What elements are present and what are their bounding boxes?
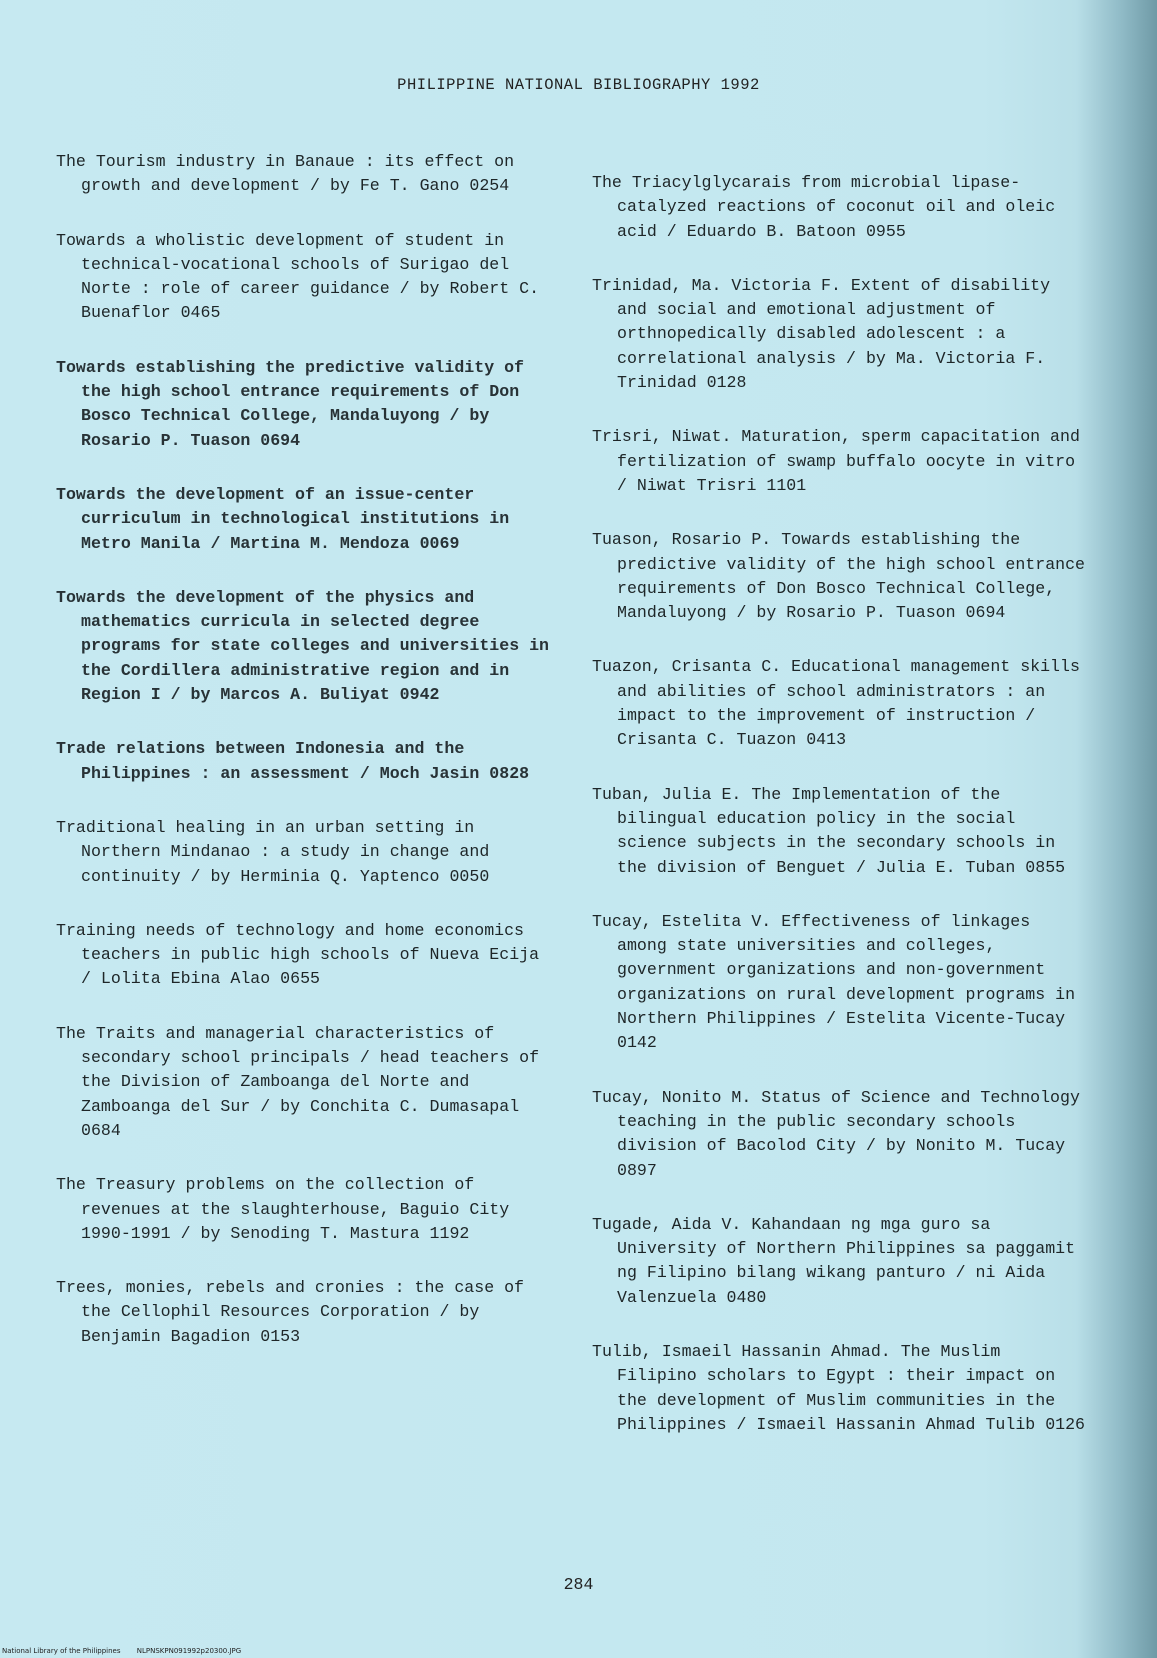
page-header: PHILIPPINE NATIONAL BIBLIOGRAPHY 1992	[397, 76, 760, 94]
bibliography-entry: Trinidad, Ma. Victoria F. Extent of disability and social and emotional adjustment of orthnopedically disabled adolescent : a correlational analysis / by Ma. Victoria F. Trinidad 0128	[592, 275, 1051, 393]
bibliography-entry: The Tourism industry in Banaue : its effect on growth and development / by Fe T. Gano 0254	[56, 152, 515, 196]
bibliography-entry: Towards a wholistic development of student in technical-vocational schools of Surigao del Norte : role of career guidance / by Robert C. Buenaflor 0465	[56, 230, 540, 323]
bibliography-entry: Towards the development of the physics and mathematics curricula in selected degree programs for state colleges and universities in the Cordillera administrative region and in Region I / by Marcos A. Buliyat 0942	[56, 587, 550, 705]
bibliography-entry: Tuason, Rosario P. Towards establishing the predictive validity of the high school entrance requirements of Don Bosco Technical College, Mandaluyong / by Rosario P. Tuason 0694	[592, 530, 1086, 623]
bibliography-entry: Training needs of technology and home economics teachers in public high schools of Nueva Ecija / Lolita Ebina Alao 0655	[56, 920, 540, 989]
bibliography-entry: Trees, monies, rebels and cronies : the case of the Cellophil Resources Corporation / by Benjamin Bagadion 0153	[56, 1278, 525, 1346]
scan-footer	[2, 1647, 241, 1655]
bibliography-entry: Towards the development of an issue-center curriculum in technological institutions in Metro Manila / Martina M. Mendoza 0069	[56, 484, 510, 553]
bibliography-entry: Towards establishing the predictive validity of the high school entrance requirements of Don Bosco Technical College, Mandaluyong / by Rosario P. Tuason 0694	[56, 357, 525, 450]
bibliography-entry: The Traits and managerial characteristics of secondary school principals / head teachers of the Division of Zamboanga del Norte and Zamboanga del Sur / by Conchita C. Dumasapal 0684	[56, 1023, 540, 1140]
file-id: NLPNSKPN091992p20300.JPG	[136, 1647, 242, 1655]
bibliography-entry: Tucay, Estelita V. Effectiveness of linkages among state universities and colleges, government organizations and non-government organizations on rural development programs in Northern Philippines / Estelita Vicente-Tucay 0142	[592, 911, 1076, 1053]
bibliography-entry: Tulib, Ismaeil Hassanin Ahmad. The Muslim Filipino scholars to Egypt : their impact on the development of Muslim communities in the Philippines / Ismaeil Hassanin Ahmad Tulib 0126	[592, 1341, 1086, 1434]
bibliography-entry: Tucay, Nonito M. Status of Science and Technology teaching in the public secondary schools division of Bacolod City / by Nonito M. Tucay 0897	[592, 1087, 1080, 1180]
library-credit: National Library of the Philippines	[2, 1647, 121, 1655]
bibliography-entry: Tuban, Julia E. The Implementation of the bilingual education policy in the social science subjects in the secondary schools in the division of Benguet / Julia E. Tuban 0855	[592, 784, 1066, 877]
bibliography-entry: Trisri, Niwat. Maturation, sperm capacitation and fertilization of swamp buffalo oocyte in vitro / Niwat Trisri 1101	[592, 427, 1080, 495]
bibliography-entry: The Treasury problems on the collection of revenues at the slaughterhouse, Baguio City 1990-1991 / by Senoding T. Mastura 1192	[56, 1175, 510, 1243]
bibliography-entry: Trade relations between Indonesia and the Philippines : an assessment / Moch Jasin 0828	[56, 739, 530, 783]
bibliography-entry: Tuazon, Crisanta C. Educational management skills and abilities of school administrators : an impact to the improvement of instruction / Crisanta C. Tuazon 0413	[592, 657, 1080, 750]
bibliography-entry: Tugade, Aida V. Kahandaan ng mga guro sa University of Northern Philippines sa paggamit ng Filipino bilang wikang panturo / ni Aida Valenzuela 0480	[592, 1214, 1076, 1307]
bibliography-entry: The Triacylglycarais from microbial lipase-catalyzed reactions of coconut oil and oleic acid / Eduardo B. Batoon 0955	[592, 173, 1056, 241]
bibliography-entry: Traditional healing in an urban setting in Northern Mindanao : a study in change and continuity / by Herminia Q. Yaptenco 0050	[56, 817, 490, 886]
page-number: 284	[563, 1575, 594, 1594]
left-column	[56, 150, 551, 1379]
right-column	[592, 171, 1087, 1467]
